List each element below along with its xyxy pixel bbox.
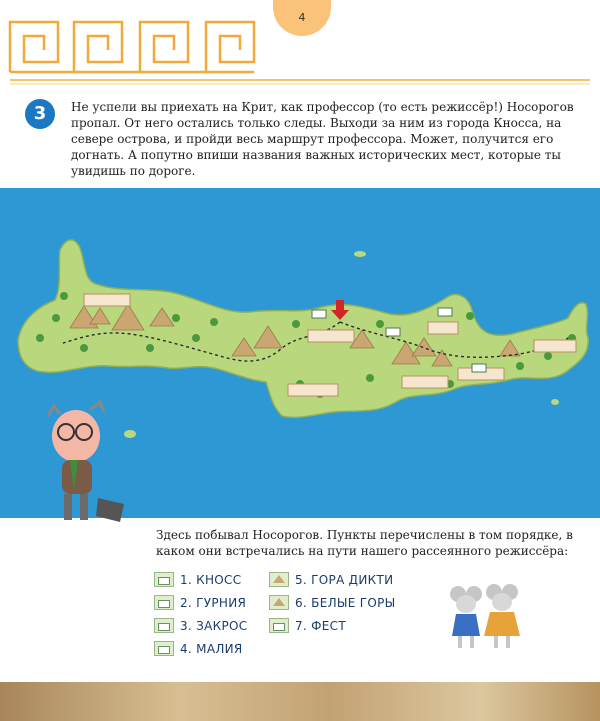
task-text: Не успели вы приехать на Крит, как профессор (то есть режиссёр!) Носорогов пропал. От него остались только следы. Выходи за ним из города Кносса, на севере острова, и пройди весь маршрут профессора. Может, получится его догнать. А попутно впиши названия важных исторических мест, которые ты увидишь по дороге. [71, 100, 574, 178]
task-number-badge: 3 [25, 99, 55, 129]
antique-map-strip [0, 682, 600, 721]
place-label: 1. КНОСС [180, 572, 242, 587]
place-item-phaistos [269, 618, 346, 633]
mountain-icon [269, 595, 289, 610]
small-island [354, 251, 366, 257]
ruins-icon [154, 595, 174, 610]
place-item-zakros [154, 618, 247, 633]
place-item-mount-dikti [269, 572, 393, 587]
place-label: 3. ЗАКРОС [180, 618, 248, 633]
place-item-white-mountains [269, 595, 396, 610]
place-item-gournia [154, 595, 246, 610]
rhino-professor-illustration [40, 398, 132, 530]
mountain-icon [269, 572, 289, 587]
place-label: 7. ФЕСТ [295, 618, 346, 633]
ruins-icon [154, 618, 174, 633]
mice-illustration [430, 580, 540, 652]
ruins-icon [154, 641, 174, 656]
place-item-malia [154, 641, 243, 656]
place-item-knossos [154, 572, 241, 587]
page-header [0, 0, 600, 90]
small-island [551, 399, 559, 405]
ruins-icon [269, 618, 289, 633]
place-label: 6. БЕЛЫЕ ГОРЫ [295, 595, 396, 610]
page-number: 4 [273, 0, 331, 36]
place-label: 5. ГОРА ДИКТИ [295, 572, 394, 587]
place-label: 4. МАЛИЯ [180, 641, 243, 656]
places-intro-text: Здесь побывал Носорогов. Пункты перечислены в том порядке, в каком они встречались на пути нашего рассеянного режиссёра: [156, 528, 573, 558]
place-label: 2. ГУРНИЯ [180, 595, 247, 610]
ruins-icon [154, 572, 174, 587]
